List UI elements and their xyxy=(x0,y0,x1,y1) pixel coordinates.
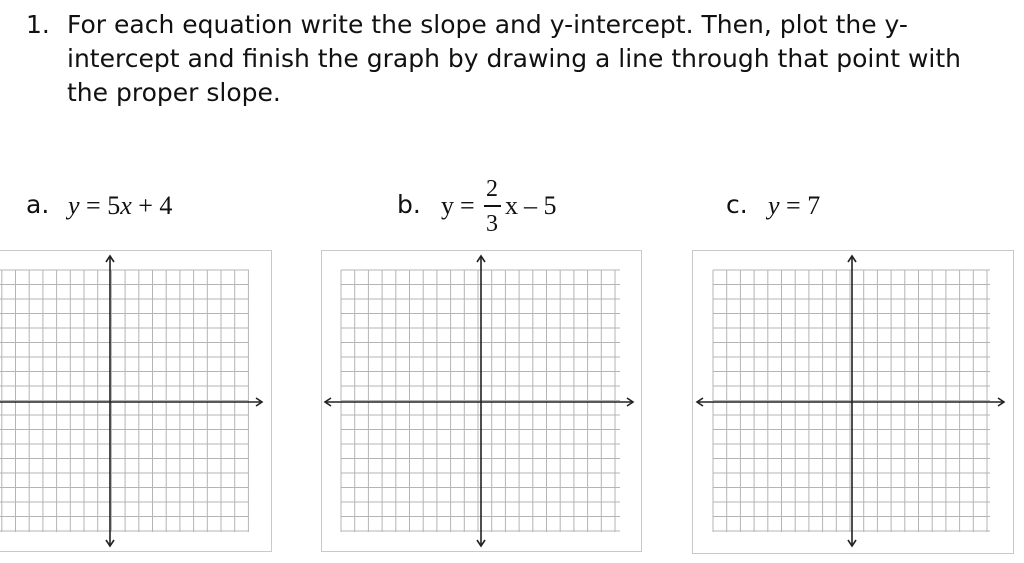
eq-denominator: 3 xyxy=(486,211,498,237)
eq-constant: + 4 xyxy=(138,191,173,220)
eq-x: x xyxy=(505,191,518,220)
eq-lhs: y xyxy=(68,191,80,220)
eq-constant: 7 xyxy=(807,191,821,220)
eq-equals: = xyxy=(86,191,101,220)
eq-lhs: y xyxy=(441,191,454,220)
part-c-label: c. xyxy=(726,190,748,219)
eq-constant: – 5 xyxy=(524,191,557,220)
eq-equals: = xyxy=(460,191,475,220)
question-number: 1. xyxy=(26,10,50,39)
eq-x: x xyxy=(120,191,132,220)
part-b-label: b. xyxy=(397,190,421,219)
question-line: the proper slope. xyxy=(67,78,281,107)
question-line: For each equation write the slope and y-intercept. Then, plot the y- xyxy=(67,10,908,39)
eq-coefficient: 5 xyxy=(107,191,121,220)
eq-lhs: y xyxy=(768,191,780,220)
part-a-label: a. xyxy=(26,190,50,219)
eq-equals: = xyxy=(786,191,801,220)
eq-numerator: 2 xyxy=(486,176,498,202)
question-line: intercept and finish the graph by drawing a line through that point with xyxy=(67,44,961,73)
